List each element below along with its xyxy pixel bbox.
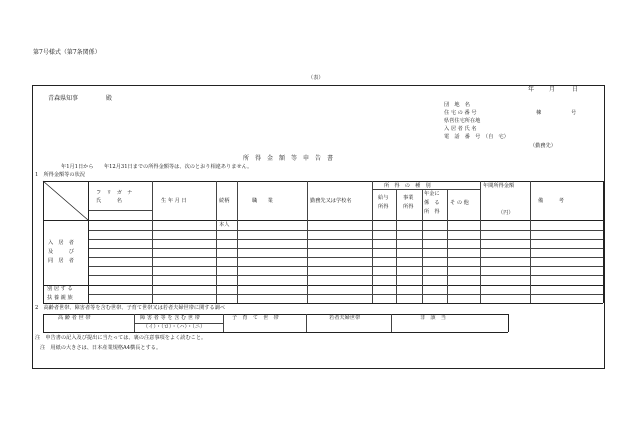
col-disability: 障 害 者 等 を 含 む 世 帯 [140, 315, 200, 321]
applicant-building: 棟 [536, 110, 542, 116]
date-month: 月 [549, 86, 556, 93]
header-other: そ の 他 [450, 200, 469, 206]
header-birthdate: 生 年 月 日 [161, 198, 187, 204]
col-young-couple: 若者夫婦世帯 [329, 315, 361, 321]
applicant-phone: 電 話 番 号 （自 宅） [444, 134, 509, 140]
disability-options: （イ）・（ロ）・（ハ）・（ニ） [143, 324, 206, 330]
section1-heading: 1 所得金額等の状況 [35, 172, 85, 178]
header-salary: 給与 [378, 195, 389, 201]
header-income-type: 所 得 の 種 別 [384, 183, 431, 189]
col-not-applicable: 非 該 当 [420, 315, 446, 321]
resident-label-2: 及 び [48, 249, 74, 255]
header-pension-3: 所 得 [424, 209, 440, 215]
section2-heading: 2 高齢者世帯、障害者等を含む世帯、子育て世帯又は若者夫婦世帯に関する調べ [35, 305, 226, 311]
header-workplace: 勤務先又は学校名 [310, 198, 352, 204]
header-furigana: フ リ ガ ナ [96, 190, 133, 196]
header-annual-income: 年間所得金額 [483, 183, 515, 189]
applicant-address: 県営住宅所在地 [444, 118, 481, 124]
applicant-number: 号 [571, 110, 577, 116]
date-year: 年 [528, 86, 535, 93]
applicant-name: 入 居 者 氏 名 [444, 126, 477, 132]
applicant-estate: 団 地 名 [444, 102, 470, 108]
addressee-honorific: 殿 [106, 95, 113, 102]
note-1: 注 申告書の記入及び提出に当たっては、裏の注意事項をよく読むこと。 [35, 335, 207, 341]
header-pension: 年金に [424, 191, 440, 197]
header-unit: （円） [498, 210, 514, 216]
dependent-label-1: 別 居 す る [47, 286, 73, 292]
applicant-work-phone: （勤務先） [530, 143, 556, 149]
form-label: 第7号様式（第7条関係） [33, 49, 101, 56]
header-business: 事業 [403, 195, 414, 201]
date-day: 日 [572, 86, 579, 93]
header-relation: 続柄 [219, 198, 230, 204]
note-2: 注 用紙の大きさは、日本産業規格A4横長とする。 [40, 345, 162, 351]
header-occupation: 職 業 [252, 198, 273, 204]
dependent-label-2: 扶 養 親 族 [47, 295, 73, 301]
form-title: 所 得 金 額 等 申 告 書 [243, 155, 334, 162]
intro-text: 年1月1日から 年12月31日までの所得金額等は、次のとおり相違ありません。 [61, 164, 253, 170]
header-name: 氏 名 [96, 198, 122, 204]
col-elderly: 高 齢 者 世 帯 [58, 315, 91, 321]
header-remarks: 備 考 [538, 198, 564, 204]
header-business-2: 所得 [403, 204, 414, 210]
resident-label-1: 入 居 者 [48, 240, 74, 246]
applicant-unit-number: 住 宅 の 番 号 [444, 110, 477, 116]
header-salary-2: 所得 [378, 204, 389, 210]
front-label: （表） [308, 75, 324, 81]
resident-label-3: 同 居 者 [48, 258, 74, 264]
col-childcare: 子 育 て 世 帯 [232, 315, 279, 321]
addressee-name: 青森県知事 [48, 95, 79, 102]
header-pension-2: 係 る [424, 200, 440, 206]
self-label: 本人 [219, 222, 230, 228]
